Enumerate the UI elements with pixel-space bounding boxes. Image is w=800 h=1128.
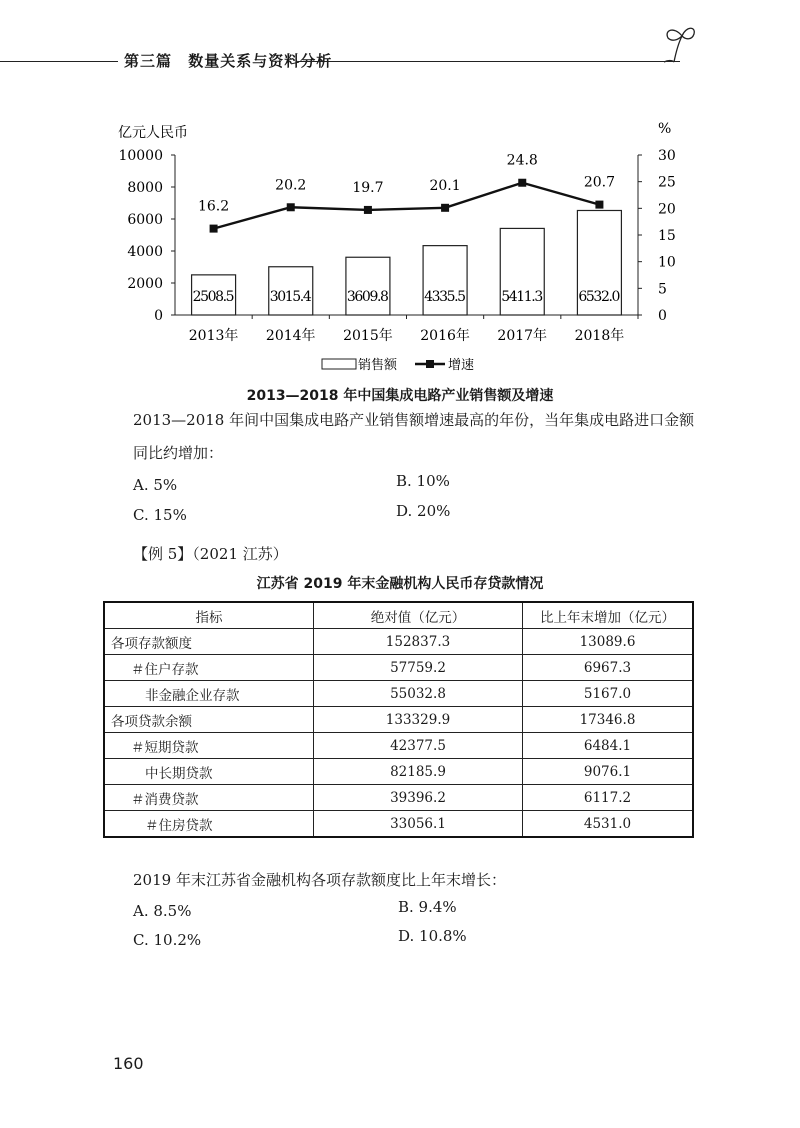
indicator-cell: ＃消费贷款 (104, 785, 314, 811)
chart-title: 2013—2018 年中国集成电路产业销售额及增速 (246, 388, 554, 404)
q2-option-d[interactable]: D. 10.8% (398, 927, 467, 945)
line-value-label: 19.7 (352, 179, 384, 196)
table-row (104, 733, 693, 759)
x-tick-label: 2013年 (188, 328, 239, 344)
indicator-cell: 中长期贷款 (104, 759, 314, 785)
legend-bar-label: 销售额 (358, 358, 398, 373)
q2-option-b[interactable]: B. 9.4% (398, 898, 457, 916)
line-value-label: 20.1 (429, 177, 461, 194)
growth-marker (595, 201, 603, 209)
increase-value-cell: 6484.1 (523, 733, 694, 759)
sales-bar (346, 257, 390, 315)
right-tick-label: 20 (658, 201, 676, 218)
col-header-indicator: 指标 (104, 602, 314, 629)
question2-text: 2019 年末江苏省金融机构各项存款额度比上年末增长： (133, 871, 506, 889)
header-part: 第三篇 (124, 52, 173, 70)
absolute-value-cell: 57759.2 (314, 655, 523, 681)
left-tick-label: 2000 (127, 276, 163, 292)
right-tick-label: 10 (658, 254, 676, 271)
legend-line-marker (426, 360, 434, 368)
increase-value-cell: 17346.8 (523, 707, 694, 733)
q1-option-d[interactable]: D. 20% (396, 502, 451, 520)
increase-value-cell: 6967.3 (523, 655, 694, 681)
right-tick-label: 30 (658, 148, 676, 164)
header-title: 数量关系与资料分析 (188, 52, 333, 70)
header-rule-left (0, 61, 118, 62)
line-value-label: 20.7 (583, 174, 616, 191)
table-row (104, 707, 693, 733)
bar-value-label: 2508.5 (192, 289, 235, 305)
table-row (104, 811, 693, 838)
question1-text: 2013—2018 年间中国集成电路产业销售额增速最高的年份，当年集成电路进口金额同比约增加： (133, 411, 695, 462)
increase-value-cell: 5167.0 (523, 681, 694, 707)
x-tick-label: 2014年 (265, 328, 316, 344)
table-row (104, 655, 693, 681)
table-row (104, 759, 693, 785)
growth-marker (210, 225, 218, 233)
absolute-value-cell: 152837.3 (314, 629, 523, 655)
table-row (104, 681, 693, 707)
left-tick-label: 6000 (127, 212, 163, 228)
table-row (104, 629, 693, 655)
left-tick-label: 4000 (127, 244, 163, 260)
indicator-cell: ＃住户存款 (104, 655, 314, 681)
col-header-increase: 比上年末增加（亿元） (523, 602, 694, 629)
right-tick-label: 5 (658, 281, 667, 298)
deposit-loan-table (103, 601, 694, 838)
indicator-cell: 各项贷款余额 (104, 707, 314, 733)
legend-bar-swatch (322, 359, 356, 369)
absolute-value-cell: 33056.1 (314, 811, 523, 838)
col-header-absolute: 绝对值（亿元） (314, 602, 523, 629)
indicator-cell: 各项存款额度 (104, 629, 314, 655)
increase-value-cell: 6117.2 (523, 785, 694, 811)
x-tick-label: 2015年 (343, 328, 393, 344)
absolute-value-cell: 39396.2 (314, 785, 523, 811)
left-axis-label: 亿元人民币 (118, 125, 188, 141)
line-value-label: 20.2 (275, 177, 307, 194)
increase-value-cell: 4531.0 (523, 811, 694, 838)
bar-value-label: 6532.0 (578, 289, 621, 305)
increase-value-cell: 9076.1 (523, 759, 694, 785)
table-title: 江苏省 2019 年末金融机构人民币存贷款情况 (256, 576, 544, 592)
indicator-cell: ＃短期贷款 (104, 733, 314, 759)
growth-marker (441, 204, 449, 212)
left-tick-label: 10000 (118, 148, 163, 164)
line-value-label: 24.8 (506, 152, 538, 169)
sales-growth-chart (100, 115, 700, 380)
left-tick-label: 0 (154, 308, 163, 324)
bar-value-label: 3015.4 (269, 289, 312, 305)
absolute-value-cell: 82185.9 (314, 759, 523, 785)
table-row (104, 785, 693, 811)
right-tick-label: 15 (658, 228, 676, 244)
q2-option-a[interactable]: A. 8.5% (133, 902, 192, 920)
right-tick-label: 0 (658, 308, 667, 324)
sprout-icon (660, 22, 700, 66)
indicator-cell: ＃住房贷款 (104, 811, 314, 838)
increase-value-cell: 13089.6 (523, 629, 694, 655)
example-label: 【例 5】（2021 江苏） (133, 545, 288, 563)
table-header-row (104, 602, 693, 629)
line-value-label: 16.2 (197, 198, 230, 215)
q1-option-a[interactable]: A. 5% (133, 476, 178, 494)
header-rule-right (298, 61, 680, 62)
q1-option-c[interactable]: C. 15% (133, 506, 187, 524)
q2-option-c[interactable]: C. 10.2% (133, 931, 202, 949)
bar-value-label: 3609.8 (346, 289, 389, 305)
absolute-value-cell: 55032.8 (314, 681, 523, 707)
x-tick-label: 2018年 (574, 328, 625, 344)
growth-line (214, 183, 600, 229)
growth-marker (364, 206, 372, 214)
right-axis-label: % (658, 121, 672, 137)
right-tick-label: 25 (658, 174, 676, 191)
page-number: 160 (113, 1054, 144, 1073)
legend-line-label: 增速 (448, 358, 475, 373)
x-tick-label: 2017年 (497, 328, 548, 344)
q1-option-b[interactable]: B. 10% (396, 472, 450, 490)
left-tick-label: 8000 (127, 180, 163, 196)
bar-value-label: 5411.3 (501, 289, 544, 305)
indicator-cell: 非金融企业存款 (104, 681, 314, 707)
x-tick-label: 2016年 (420, 328, 470, 344)
growth-marker (287, 203, 295, 211)
growth-marker (518, 179, 526, 187)
bar-value-label: 4335.5 (424, 289, 467, 305)
absolute-value-cell: 42377.5 (314, 733, 523, 759)
absolute-value-cell: 133329.9 (314, 707, 523, 733)
